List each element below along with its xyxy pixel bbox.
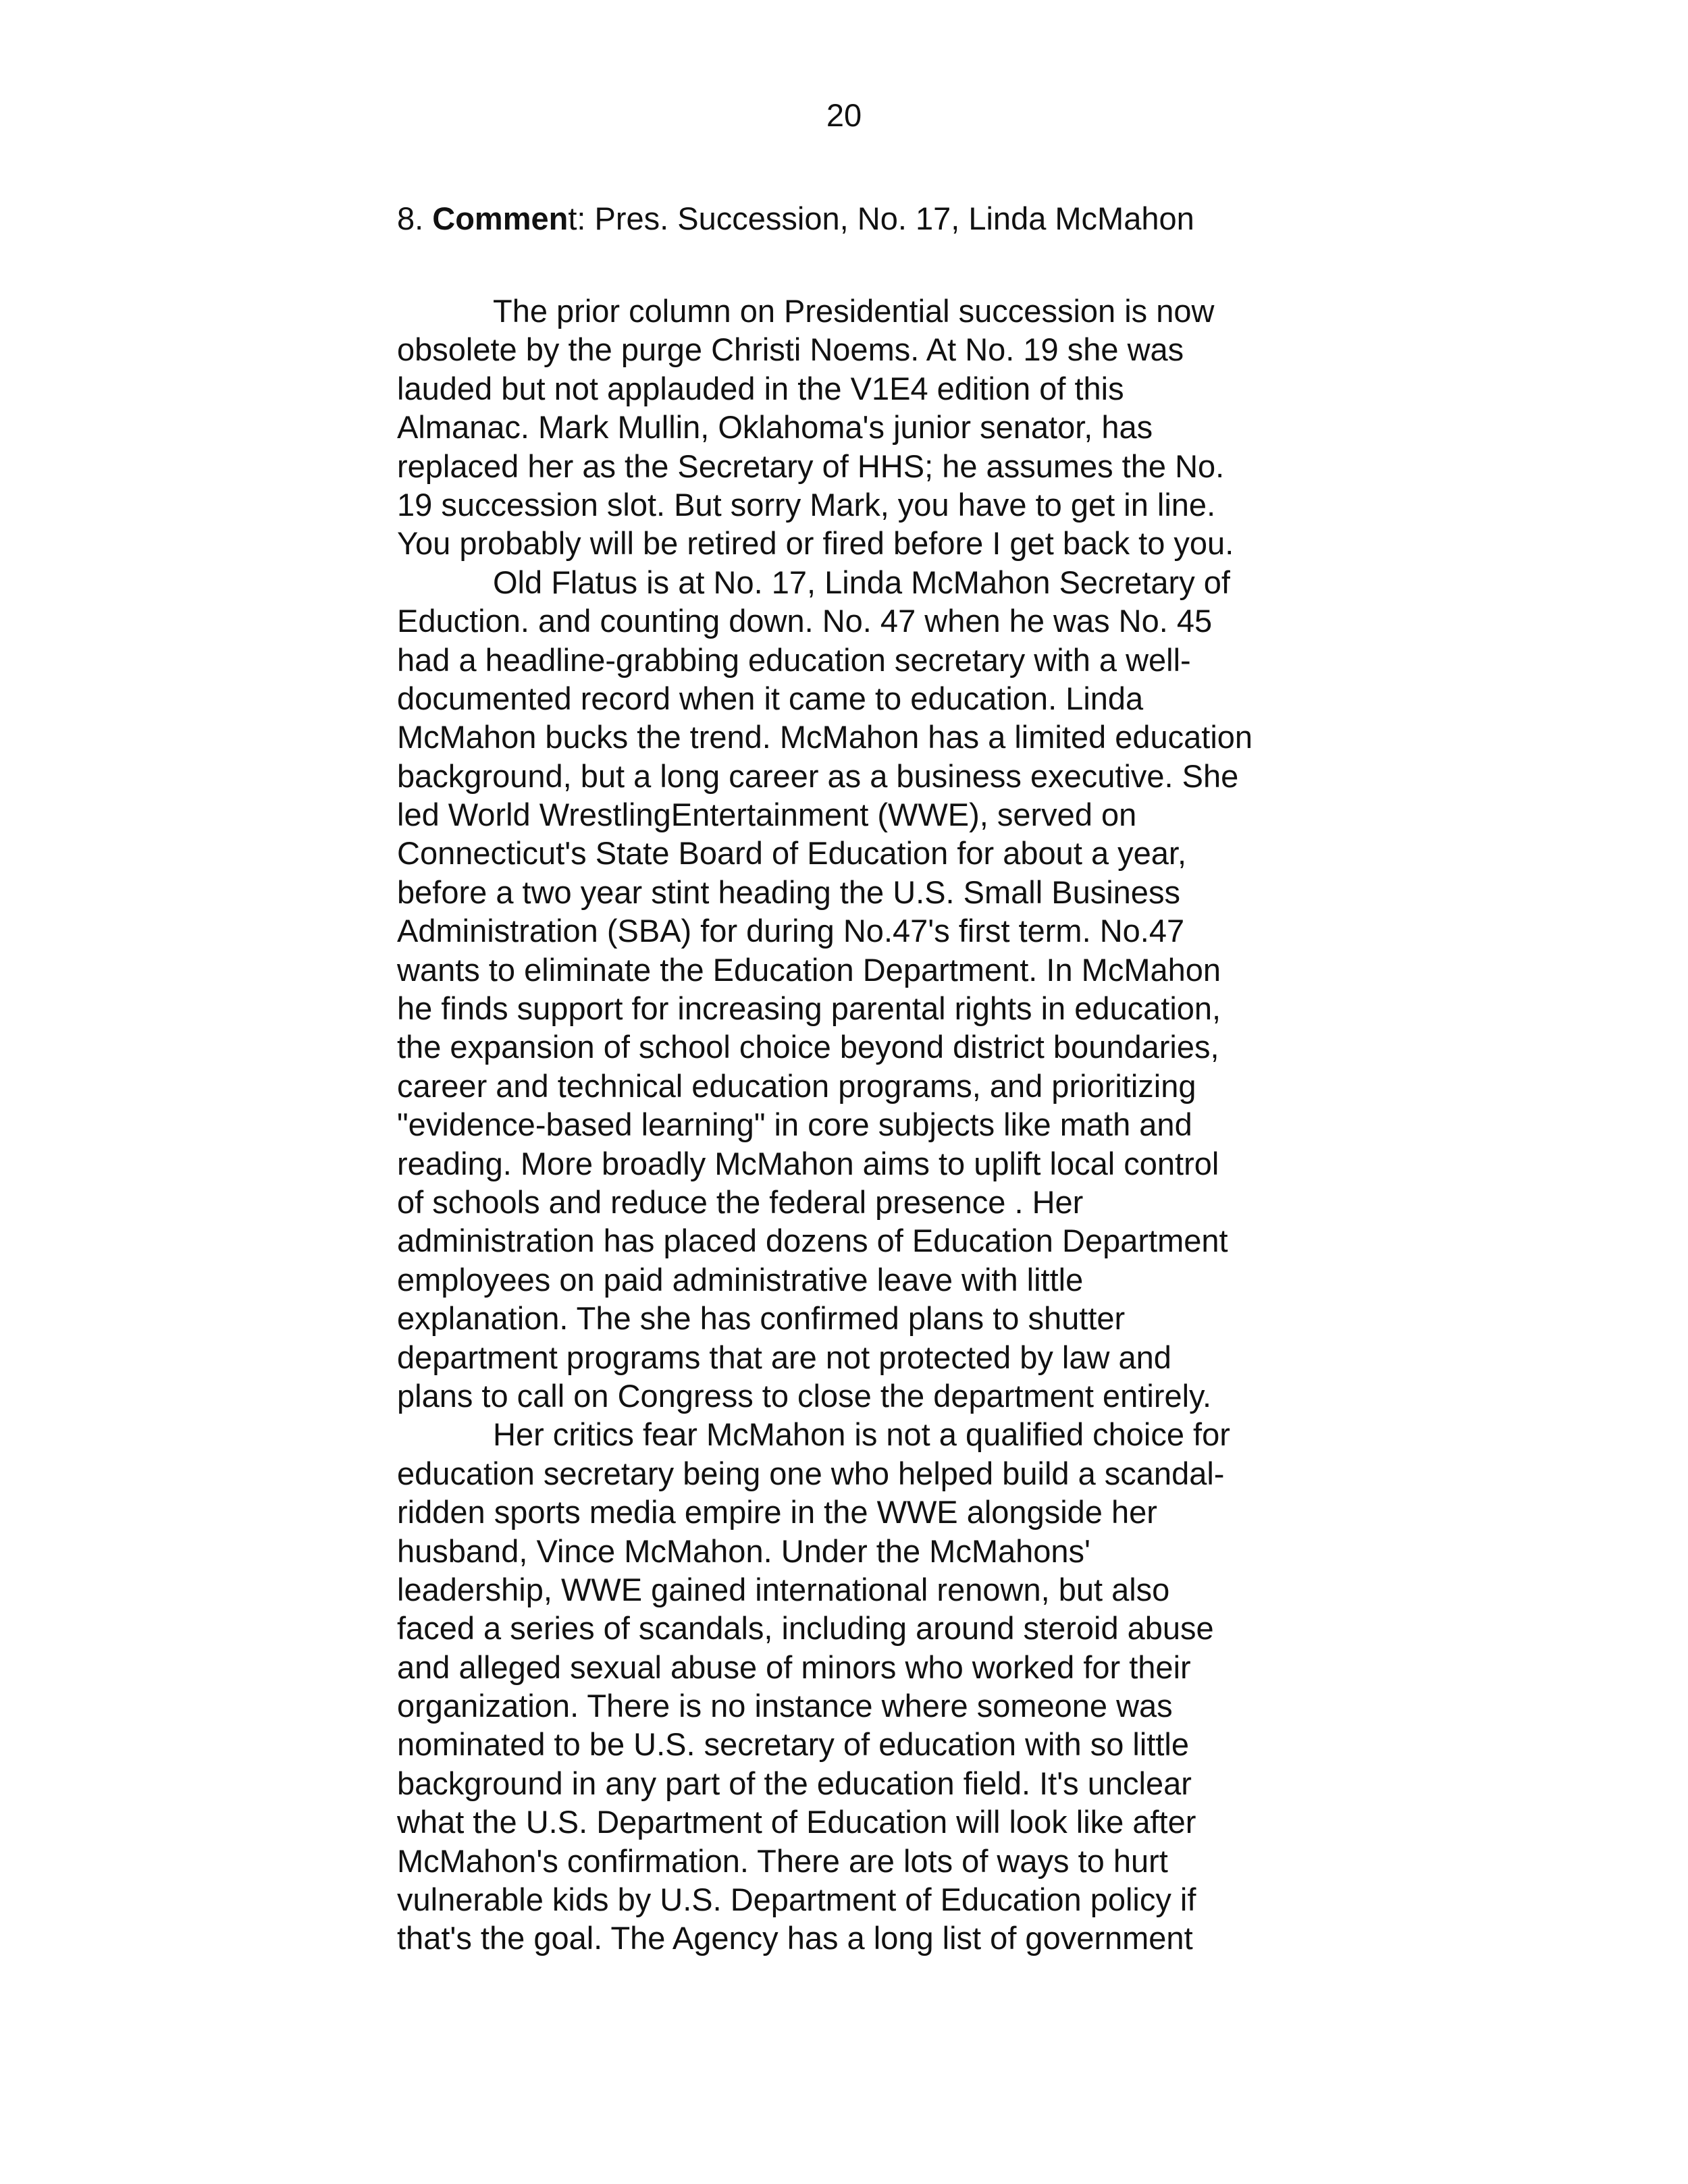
paragraph-1-line: Almanac. Mark Mullin, Oklahoma's junior senator, has bbox=[397, 409, 1153, 446]
paragraph-2-line: Old Flatus is at No. 17, Linda McMahon Secretary of bbox=[493, 564, 1230, 600]
paragraph-2-line: department programs that are not protected by law and bbox=[397, 1339, 1171, 1375]
paragraph-3-line: leadership, WWE gained international renown, but also bbox=[397, 1571, 1170, 1607]
paragraph-2-line: the expansion of school choice beyond district boundaries, bbox=[397, 1029, 1219, 1065]
paragraph-2-line: Eduction. and counting down. No. 47 when he was No. 45 bbox=[397, 603, 1213, 639]
paragraph-3-line: husband, Vince McMahon. Under the McMahons' bbox=[397, 1533, 1091, 1569]
paragraph-3-line: that's the goal. The Agency has a long list of government bbox=[397, 1920, 1193, 1956]
paragraph-2-line: documented record when it came to education. Linda bbox=[397, 680, 1144, 716]
paragraph-2-line: background, but a long career as a business executive. She bbox=[397, 757, 1239, 794]
paragraph-2-line: career and technical education programs, and prioritizing bbox=[397, 1067, 1196, 1104]
heading-rest: t: Pres. Succession, No. 17, Linda McMahon bbox=[568, 201, 1194, 236]
paragraph-3-line: background in any part of the education field. It's unclear bbox=[397, 1765, 1192, 1801]
paragraph-2-line: administration has placed dozens of Education Department bbox=[397, 1223, 1228, 1259]
paragraph-2-line: McMahon bucks the trend. McMahon has a limited education bbox=[397, 719, 1253, 755]
paragraph-3-line: vulnerable kids by U.S. Department of Education policy if bbox=[397, 1882, 1196, 1918]
paragraph-3-line: nominated to be U.S. secretary of education with so little bbox=[397, 1726, 1190, 1763]
article-heading bbox=[397, 199, 1194, 238]
paragraph-1-line: obsolete by the purge Christi Noems. At No. 19 she was bbox=[397, 331, 1184, 368]
paragraph-1-line: replaced her as the Secretary of HHS; he assumes the No. bbox=[397, 448, 1225, 484]
page-number: 20 bbox=[826, 97, 862, 133]
paragraph-1-line: The prior column on Presidential succession is now bbox=[493, 293, 1215, 329]
paragraph-2-line: employees on paid administrative leave with little bbox=[397, 1261, 1084, 1298]
paragraph-2-line: Administration (SBA) for during No.47's first term. No.47 bbox=[397, 913, 1185, 949]
paragraph-1-line: lauded but not applauded in the V1E4 edition of this bbox=[397, 370, 1124, 406]
paragraph-2-line: wants to eliminate the Education Department. In McMahon bbox=[397, 951, 1221, 988]
paragraph-2-line: before a two year stint heading the U.S. Small Business bbox=[397, 874, 1180, 910]
paragraph-1-line: 19 succession slot. But sorry Mark, you have to get in line. bbox=[397, 486, 1216, 523]
paragraph-3-line: Her critics fear McMahon is not a qualified choice for bbox=[493, 1416, 1230, 1453]
paragraph-1-line: You probably will be retired or fired before I get back to you. bbox=[397, 525, 1234, 562]
heading-bold: Commen bbox=[432, 201, 569, 236]
paragraph-2-line: Connecticut's State Board of Education for about a year, bbox=[397, 835, 1187, 872]
article-body bbox=[397, 292, 1302, 1958]
paragraph-2-line: explanation. The she has confirmed plans to shutter bbox=[397, 1300, 1126, 1337]
paragraph-2-line: he finds support for increasing parental rights in education, bbox=[397, 990, 1221, 1027]
paragraph-2-line: reading. More broadly McMahon aims to uplift local control bbox=[397, 1145, 1219, 1181]
paragraph-3-line: ridden sports media empire in the WWE alongside her bbox=[397, 1494, 1157, 1530]
paragraph-3-line: faced a series of scandals, including around steroid abuse bbox=[397, 1610, 1214, 1647]
heading-prefix: 8. bbox=[397, 201, 433, 236]
paragraph-2-line: "evidence-based learning" in core subjects like math and bbox=[397, 1107, 1192, 1143]
paragraph-3-line: McMahon's confirmation. There are lots of ways to hurt bbox=[397, 1842, 1168, 1879]
paragraph-2-line: plans to call on Congress to close the department entirely. bbox=[397, 1377, 1212, 1414]
paragraph-3-line: and alleged sexual abuse of minors who worked for their bbox=[397, 1649, 1191, 1685]
paragraph-3-line: education secretary being one who helped build a scandal- bbox=[397, 1455, 1225, 1491]
paragraph-2-line: of schools and reduce the federal presence . Her bbox=[397, 1183, 1084, 1220]
paragraph-3-line: what the U.S. Department of Education will look like after bbox=[397, 1804, 1196, 1840]
paragraph-2-line: led World WrestlingEntertainment (WWE), served on bbox=[397, 797, 1137, 833]
paragraph-3-line: organization. There is no instance where someone was bbox=[397, 1688, 1173, 1724]
paragraph-2-line: had a headline-grabbing education secretary with a well- bbox=[397, 641, 1191, 678]
